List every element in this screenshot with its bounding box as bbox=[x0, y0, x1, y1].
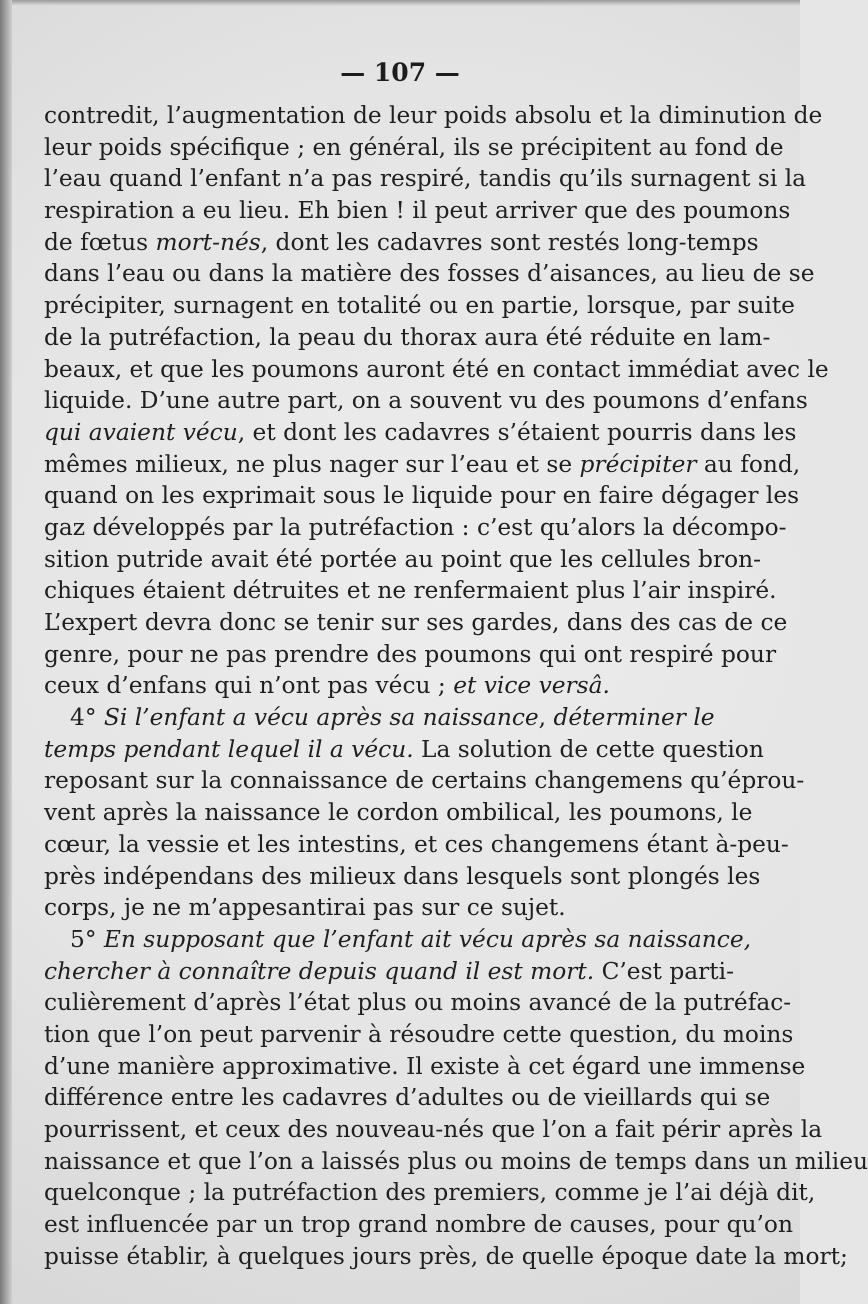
text-line bbox=[44, 258, 815, 290]
text-line bbox=[44, 892, 708, 924]
text-line bbox=[44, 290, 795, 322]
text-segment: La solution de cette question bbox=[413, 735, 764, 763]
text-segment: sition putride avait été portée au point que les cellules bron- bbox=[44, 545, 762, 573]
text-segment: leur poids spécifique ; en général, ils se précipitent au fond de bbox=[44, 133, 784, 161]
text-line bbox=[44, 765, 805, 797]
text-line bbox=[44, 512, 787, 544]
text-segment: liquide. D’une autre part, on a souvent vu des poumons d’enfans bbox=[44, 387, 808, 415]
text-segment: quand on les exprimait sous le liquide pour en faire dégager les bbox=[44, 482, 800, 510]
italic-text: qui avaient vécu bbox=[44, 418, 238, 446]
text-segment: genre, pour ne pas prendre des poumons qui ont respiré pour bbox=[44, 640, 777, 668]
text-segment: de la putréfaction, la peau du thorax aura été réduite en lam- bbox=[44, 323, 771, 351]
text-segment: précipiter, surnagent en totalité ou en partie, lorsque, par suite bbox=[44, 292, 795, 320]
text-line bbox=[44, 322, 771, 354]
text-line bbox=[44, 163, 807, 195]
text-segment: corps, je ne m’appesantirai pas sur ce sujet. bbox=[44, 894, 566, 922]
text-line bbox=[44, 924, 752, 956]
text-line bbox=[44, 734, 764, 766]
text-segment: d’une manière approximative. Il existe à cet égard une immense bbox=[44, 1052, 806, 1080]
text-segment: vent après la naissance le cordon ombilical, les poumons, le bbox=[44, 799, 753, 827]
page-binding-edge bbox=[0, 0, 12, 1304]
text-segment: différence entre les cadavres d’adultes ou de vieillards qui se bbox=[44, 1084, 771, 1112]
italic-text: Si l’enfant a vécu après sa naissance bbox=[103, 704, 539, 732]
text-line bbox=[44, 480, 800, 512]
italic-text: précipiter bbox=[579, 450, 697, 478]
text-segment: ceux d’enfans qui n’ont pas vécu ; bbox=[44, 672, 454, 700]
text-line bbox=[44, 1019, 794, 1051]
text-line bbox=[44, 575, 777, 607]
text-segment: contredit, l’augmentation de leur poids absolu et la diminution de bbox=[44, 102, 823, 129]
page-number: — 107 — bbox=[340, 58, 460, 87]
text-segment: 5° bbox=[70, 925, 104, 953]
text-segment: 4° bbox=[70, 704, 104, 732]
text-line bbox=[44, 354, 829, 386]
text-line bbox=[44, 449, 801, 481]
page-top-edge bbox=[0, 0, 800, 6]
text-segment: naissance et que l’on a laissés plus ou moins de temps dans un milieu bbox=[44, 1147, 868, 1175]
text-line bbox=[44, 797, 753, 829]
text-line bbox=[44, 195, 791, 227]
text-segment: respiration a eu lieu. Eh bien ! il peut arriver que des poumons bbox=[44, 197, 791, 225]
italic-text: temps pendant lequel il a vécu. bbox=[44, 735, 414, 763]
text-line bbox=[44, 1177, 816, 1209]
text-line bbox=[44, 702, 715, 734]
text-line bbox=[44, 1114, 823, 1146]
text-line bbox=[44, 956, 734, 988]
italic-text: déterminer le bbox=[553, 704, 715, 732]
text-line bbox=[44, 100, 823, 132]
text-segment: quelconque ; la putréfaction des premiers, comme je l’ai déjà dit, bbox=[44, 1179, 816, 1207]
body-text bbox=[44, 100, 868, 1272]
text-segment: , et dont les cadavres s’étaient pourris dans les bbox=[237, 418, 797, 446]
text-segment: dans l’eau ou dans la matière des fosses d’aisances, au lieu de se bbox=[44, 260, 815, 288]
text-line bbox=[44, 1241, 848, 1273]
italic-text: et vice versâ. bbox=[453, 672, 610, 700]
text-segment: pourrissent, et ceux des nouveau-nés que l’on a fait périr après la bbox=[44, 1116, 823, 1143]
text-segment: L’expert devra donc se tenir sur ses gardes, dans des cas de ce bbox=[44, 609, 788, 636]
text-line bbox=[44, 639, 777, 671]
text-segment: l’eau quand l’enfant n’a pas respiré, tandis qu’ils surnagent si la bbox=[44, 165, 807, 193]
text-line bbox=[44, 1209, 793, 1241]
text-segment: tion que l’on peut parvenir à résoudre cette question, du moins bbox=[44, 1020, 794, 1048]
text-segment: culièrement d’après l’état plus ou moins avancé de la putréfac- bbox=[44, 989, 792, 1017]
text-line bbox=[44, 829, 789, 861]
italic-text: chercher à connaître depuis quand il est mort. bbox=[44, 957, 595, 985]
text-line bbox=[44, 227, 759, 259]
text-line bbox=[44, 1082, 771, 1114]
text-line bbox=[44, 1146, 868, 1178]
text-line bbox=[44, 987, 792, 1019]
text-segment: de fœtus bbox=[44, 228, 156, 256]
text-segment: cœur, la vessie et les intestins, et ces changemens étant à-peu- bbox=[44, 830, 789, 858]
text-segment: puisse établir, à quelques jours près, de quelle époque date la mort; bbox=[44, 1242, 848, 1270]
text-line bbox=[44, 417, 797, 449]
text-segment: , bbox=[538, 704, 554, 732]
text-line bbox=[44, 670, 708, 702]
text-segment: beaux, et que les poumons auront été en contact immédiat avec le bbox=[44, 355, 829, 383]
text-segment: reposant sur la connaissance de certains changemens qu’éprou- bbox=[44, 767, 805, 795]
text-segment: chiques étaient détruites et ne renfermaient plus l’air inspiré. bbox=[44, 577, 777, 605]
text-segment: près indépendans des milieux dans lesquels sont plongés les bbox=[44, 862, 761, 890]
text-segment: gaz développés par la putréfaction : c’est qu’alors la décompo- bbox=[44, 513, 787, 541]
text-line bbox=[44, 1051, 806, 1083]
text-segment: au fond, bbox=[696, 450, 801, 478]
text-segment: , dont les cadavres sont restés long-temps bbox=[260, 228, 759, 256]
text-segment: est influencée par un trop grand nombre de causes, pour qu’on bbox=[44, 1211, 793, 1239]
text-line bbox=[44, 544, 762, 576]
text-line bbox=[44, 861, 761, 893]
text-line bbox=[44, 607, 788, 639]
text-line bbox=[44, 132, 784, 164]
text-segment: mêmes milieux, ne plus nager sur l’eau et se bbox=[44, 450, 580, 478]
text-line bbox=[44, 385, 808, 417]
italic-text: mort-nés bbox=[155, 228, 261, 256]
text-segment: C’est parti- bbox=[594, 957, 734, 985]
italic-text: En supposant que l’enfant ait vécu après sa naissance, bbox=[103, 925, 752, 953]
